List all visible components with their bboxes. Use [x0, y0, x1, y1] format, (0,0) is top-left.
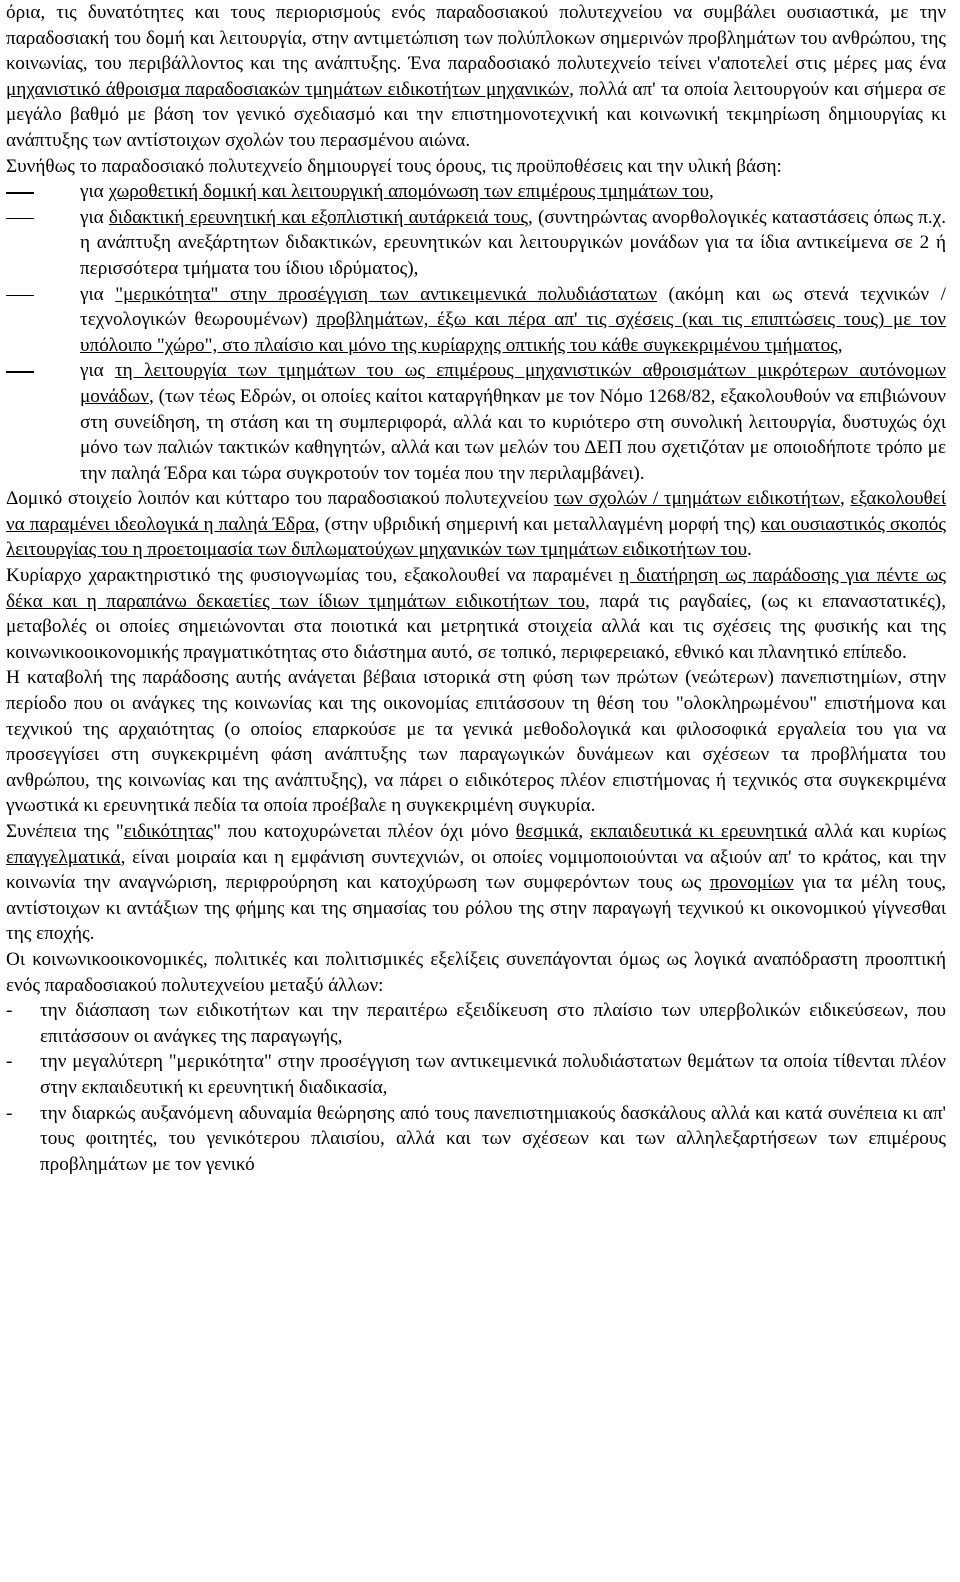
text-run: , (στην υβριδική σημερινή και μεταλλαγμένη μορφή της)	[314, 513, 761, 535]
text-run: ,	[708, 181, 714, 203]
dash-list-item	[6, 358, 946, 486]
underlined-text: προβλημάτων, έξω και πέρα απ' τις σχέσεις (και τις επιπτώσεις τους) με τον υπόλοιπο "χώρο", στο πλαίσιο και μόνο της κυρίαρχης οπτικής του κάθε συγκεκριμένου τμήματος	[80, 309, 946, 356]
underlined-text: ειδικότητας	[123, 821, 214, 842]
paragraph-tradition: Η καταβολή της παράδοσης αυτής ανάγεται βέβαια ιστορικά στη φύση των πρώτων (νεώτερων) πανεπιστημίων, στην περίοδο που οι ανάγκες της κοινωνίας και της οικονομίας επιτάσσουν τη θέση του "ολοκληρωμένου" επιστήμονα και τεχνικού της αρχαιότητας (ο οποίος επαρκούσε με τα γενικά μεθοδολογικά και φιλοσοφικά εργαλεία του για να προσεγγίσει στη συγκεκριμένη φάση ανάπτυξης των παραγωγικών δυνάμεων και σχέσεων τα προβλήματα του ανθρώπου, της κοινωνίας και της ανάπτυξης), να πάρει ο ειδικότερος πλέον επιστήμονας ή τεχνικός στα συγκεκριμένα γνωστικά κι ερευνητικά πεδία τα οποία προέβαλε η συγκεκριμένη συγκυρία.	[6, 667, 946, 817]
text-run: για	[80, 283, 116, 305]
text-run: για	[80, 206, 109, 228]
paragraph-cell	[6, 486, 946, 563]
hyphen-marker: -	[6, 1102, 13, 1124]
text-run: , πολλά απ' τα οποία λειτουργούν και σήμερα σε μεγάλο βαθμό με βάση τον γενικό σχεδιασμό και την επιστημονοτεχνική και κοινωνική τεκμηρίωση δημιουργίας κι ανάπτυξης των αντίστοιχων σχολών του περασμένου αιώνα.	[6, 78, 946, 151]
underlined-text: προνομίων	[709, 872, 794, 894]
text-run: ,	[839, 488, 851, 510]
text-run: , (των τέως Εδρών, οι οποίες καίτοι καταργήθηκαν με τον Νόμο 1268/82, εξακολουθούν να επιβιώνουν στη συνείδηση, τη στάση και τη συμπεριφορά, αλλά και το κυριότερο στη συνολική λειτουργία, δυστυχώς όχι μόνο των παλιών τακτικών καθηγητών, αλλά και των μελών του ΔΕΠ που σχετιζόταν με οποιοδήποτε τρόπο με την παληά Έδρα και τώρα συγκροτούν τον τομέα που την περιλαμβάνει).	[80, 385, 946, 484]
dash-list-item	[6, 205, 946, 282]
text-run: ,	[837, 334, 843, 356]
dash-list-item	[6, 282, 946, 359]
hyphen-list-item	[6, 998, 946, 1049]
underlined-text: "μερικότητα" στην προσέγγιση των αντικειμενικά πολυδιάστατων	[115, 283, 657, 305]
underlined-text: εξακολουθεί να παραμένει ιδεολογικά η παληά Έδρα	[6, 488, 947, 535]
paragraph-consequence	[6, 819, 946, 947]
text-run: για	[80, 360, 115, 382]
dash-list-item	[6, 179, 946, 205]
underlined-text: επαγγελματικά	[6, 846, 121, 868]
text-run: Δομικό στοιχείο λοιπόν και κύτταρο του παραδοσιακού πολυτεχνείου	[6, 488, 554, 510]
text-run: ,	[578, 821, 591, 842]
document-page	[6, 0, 946, 1177]
hyphen-marker: -	[6, 1000, 13, 1022]
text-run: όρια, τις δυνατότητες και τους περιορισμούς ενός παραδοσιακού πολυτεχνείου να συμβάλει ουσιαστικά, με την παραδοσιακή του δομή και λειτουργία, στην αντιμετώπιση των πολύπλοκων σημερινών προβλημάτων του ανθρώπου, της κοινωνίας, του περιβάλλοντος και της ανάπτυξης. Ένα παραδοσιακό πολυτεχνείο τείνει ν'αποτελεί στις μέρες μας ένα	[6, 2, 946, 75]
text-run: (ακόμη και ως στενά τεχνικών / τεχνολογικών θεωρουμένων)	[80, 283, 946, 331]
underlined-text: θεσμικά	[515, 821, 579, 842]
hyphen-list-item	[6, 1049, 946, 1100]
underlined-text: μηχανιστικό άθροισμα παραδοσιακών τμημάτων ειδικοτήτων μηχανικών	[6, 78, 570, 100]
text-run: " που κατοχυρώνεται πλέον όχι μόνο	[213, 821, 516, 842]
underlined-text: των σχολών / τμημάτων ειδικοτήτων	[553, 488, 840, 510]
hyphen-list-item	[6, 1101, 946, 1178]
paragraph-changes: Οι κοινωνικοοικονομικές, πολιτικές και πολιτισμικές εξελίξεις συνεπάγονται όμως ως λογικά αναπόδραστη προοπτική ενός παραδοσιακού πολυτεχνείου μεταξύ άλλων:	[6, 948, 946, 996]
paragraph-intro	[6, 0, 946, 154]
text-run: , είναι μοιραία και η εμφάνιση συντεχνιών, οι οποίες νομιμοποιούνται να αξιούν απ' το κράτος, και την κοινωνία την αναγνώριση, περιφρούρηση και κατοχύρωση των συμφερόντων τους ως	[6, 846, 946, 894]
text-run: την διάσπαση των ειδικοτήτων και την περαιτέρω εξειδίκευση στο πλαίσιο των υπερβολικών ειδικεύσεων, που επιτάσσουν οι ανάγκες της παραγωγής,	[40, 1000, 946, 1047]
underlined-text: τη λειτουργία των τμημάτων του ως επιμέρους μηχανιστικών αθροισμάτων μικρότερων αυτόνομων μονάδων	[80, 360, 946, 407]
text-run: αλλά και κυρίως	[807, 821, 947, 842]
text-run: για	[80, 181, 109, 203]
text-run: Συνέπεια της "	[6, 821, 124, 842]
paragraph-basis: Συνήθως το παραδοσιακό πολυτεχνείο δημιουργεί τους όρους, τις προϋποθέσεις και την υλική βάση:	[6, 155, 782, 177]
hyphen-marker: -	[6, 1051, 13, 1073]
text-run: , (συντηρώντας ανορθολογικές καταστάσεις όπως π.χ. η ανάπτυξη ανεξάρτητων διδακτικών, ερευνητικών και λειτουργικών μονάδων για τα ίδια αντικείμενα σε 2 ή περισσότερα τμήματα του ίδιου ιδρύματος),	[80, 206, 947, 279]
underlined-text: εκπαιδευτικά κι ερευνητικά	[590, 821, 808, 842]
text-run: για τα μέλη τους, αντίστοιχων κι αντάξιων της φήμης και της σημασίας του ρόλου της στην παραγωγή τεχνικού κι οικονομικού γίγνεσθαι της εποχής.	[6, 872, 947, 945]
text-run: την μεγαλύτερη "μερικότητα" στην προσέγγιση των αντικειμενικά πολυδιάστατων θεμάτων τα οποία τίθενται πλέον στην εκπαιδευτική κι ερευνητική διαδικασία,	[40, 1051, 946, 1098]
text-run: .	[747, 539, 752, 561]
underlined-text: η διατήρηση ως παράδοσης για πέντε ως δέκα και η παραπάνω δεκαετίες των ίδιων τμημάτων ειδικοτήτων του	[6, 565, 946, 612]
text-run: την διαρκώς αυξανόμενη αδυναμία θεώρησης από τους πανεπιστημιακούς δασκάλους αλλά και κατά συνέπεια κι απ' τους φοιτητές, του γενικότερου πλαισίου, αλλά και των σχέσεων και των αλληλεξαρτήσεων των επιμέρους προβλημάτων με τον γενικό	[40, 1102, 946, 1175]
underlined-text: διδακτική ερευνητική και εξοπλιστική αυτάρκειά τους	[108, 206, 529, 228]
text-run: , παρά τις ραγδαίες, (ως κι επαναστατικές), μεταβολές οι οποίες σημειώνονται στα ποιοτικά και μετρητικά στοιχεία αλλά και τις σχέσεις της φυσικής και της κοινωνικοοικονομικής πραγματικότητας στο διάστημα αυτό, σε τοπικό, περιφερειακό, εθνικό και πλανητικό επίπεδο.	[6, 590, 946, 663]
underlined-text: χωροθετική δομική και λειτουργική απομόνωση των επιμέρους τμημάτων του	[108, 181, 709, 203]
text-run: Κυρίαρχο χαρακτηριστικό της φυσιογνωμίας του, εξακολουθεί να παραμένει	[6, 565, 620, 587]
underlined-text: και ουσιαστικός σκοπός λειτουργίας του η προετοιμασία των διπλωματούχων μηχανικών των τμημάτων ειδικοτήτων του	[6, 513, 946, 561]
paragraph-dominant	[6, 563, 946, 665]
